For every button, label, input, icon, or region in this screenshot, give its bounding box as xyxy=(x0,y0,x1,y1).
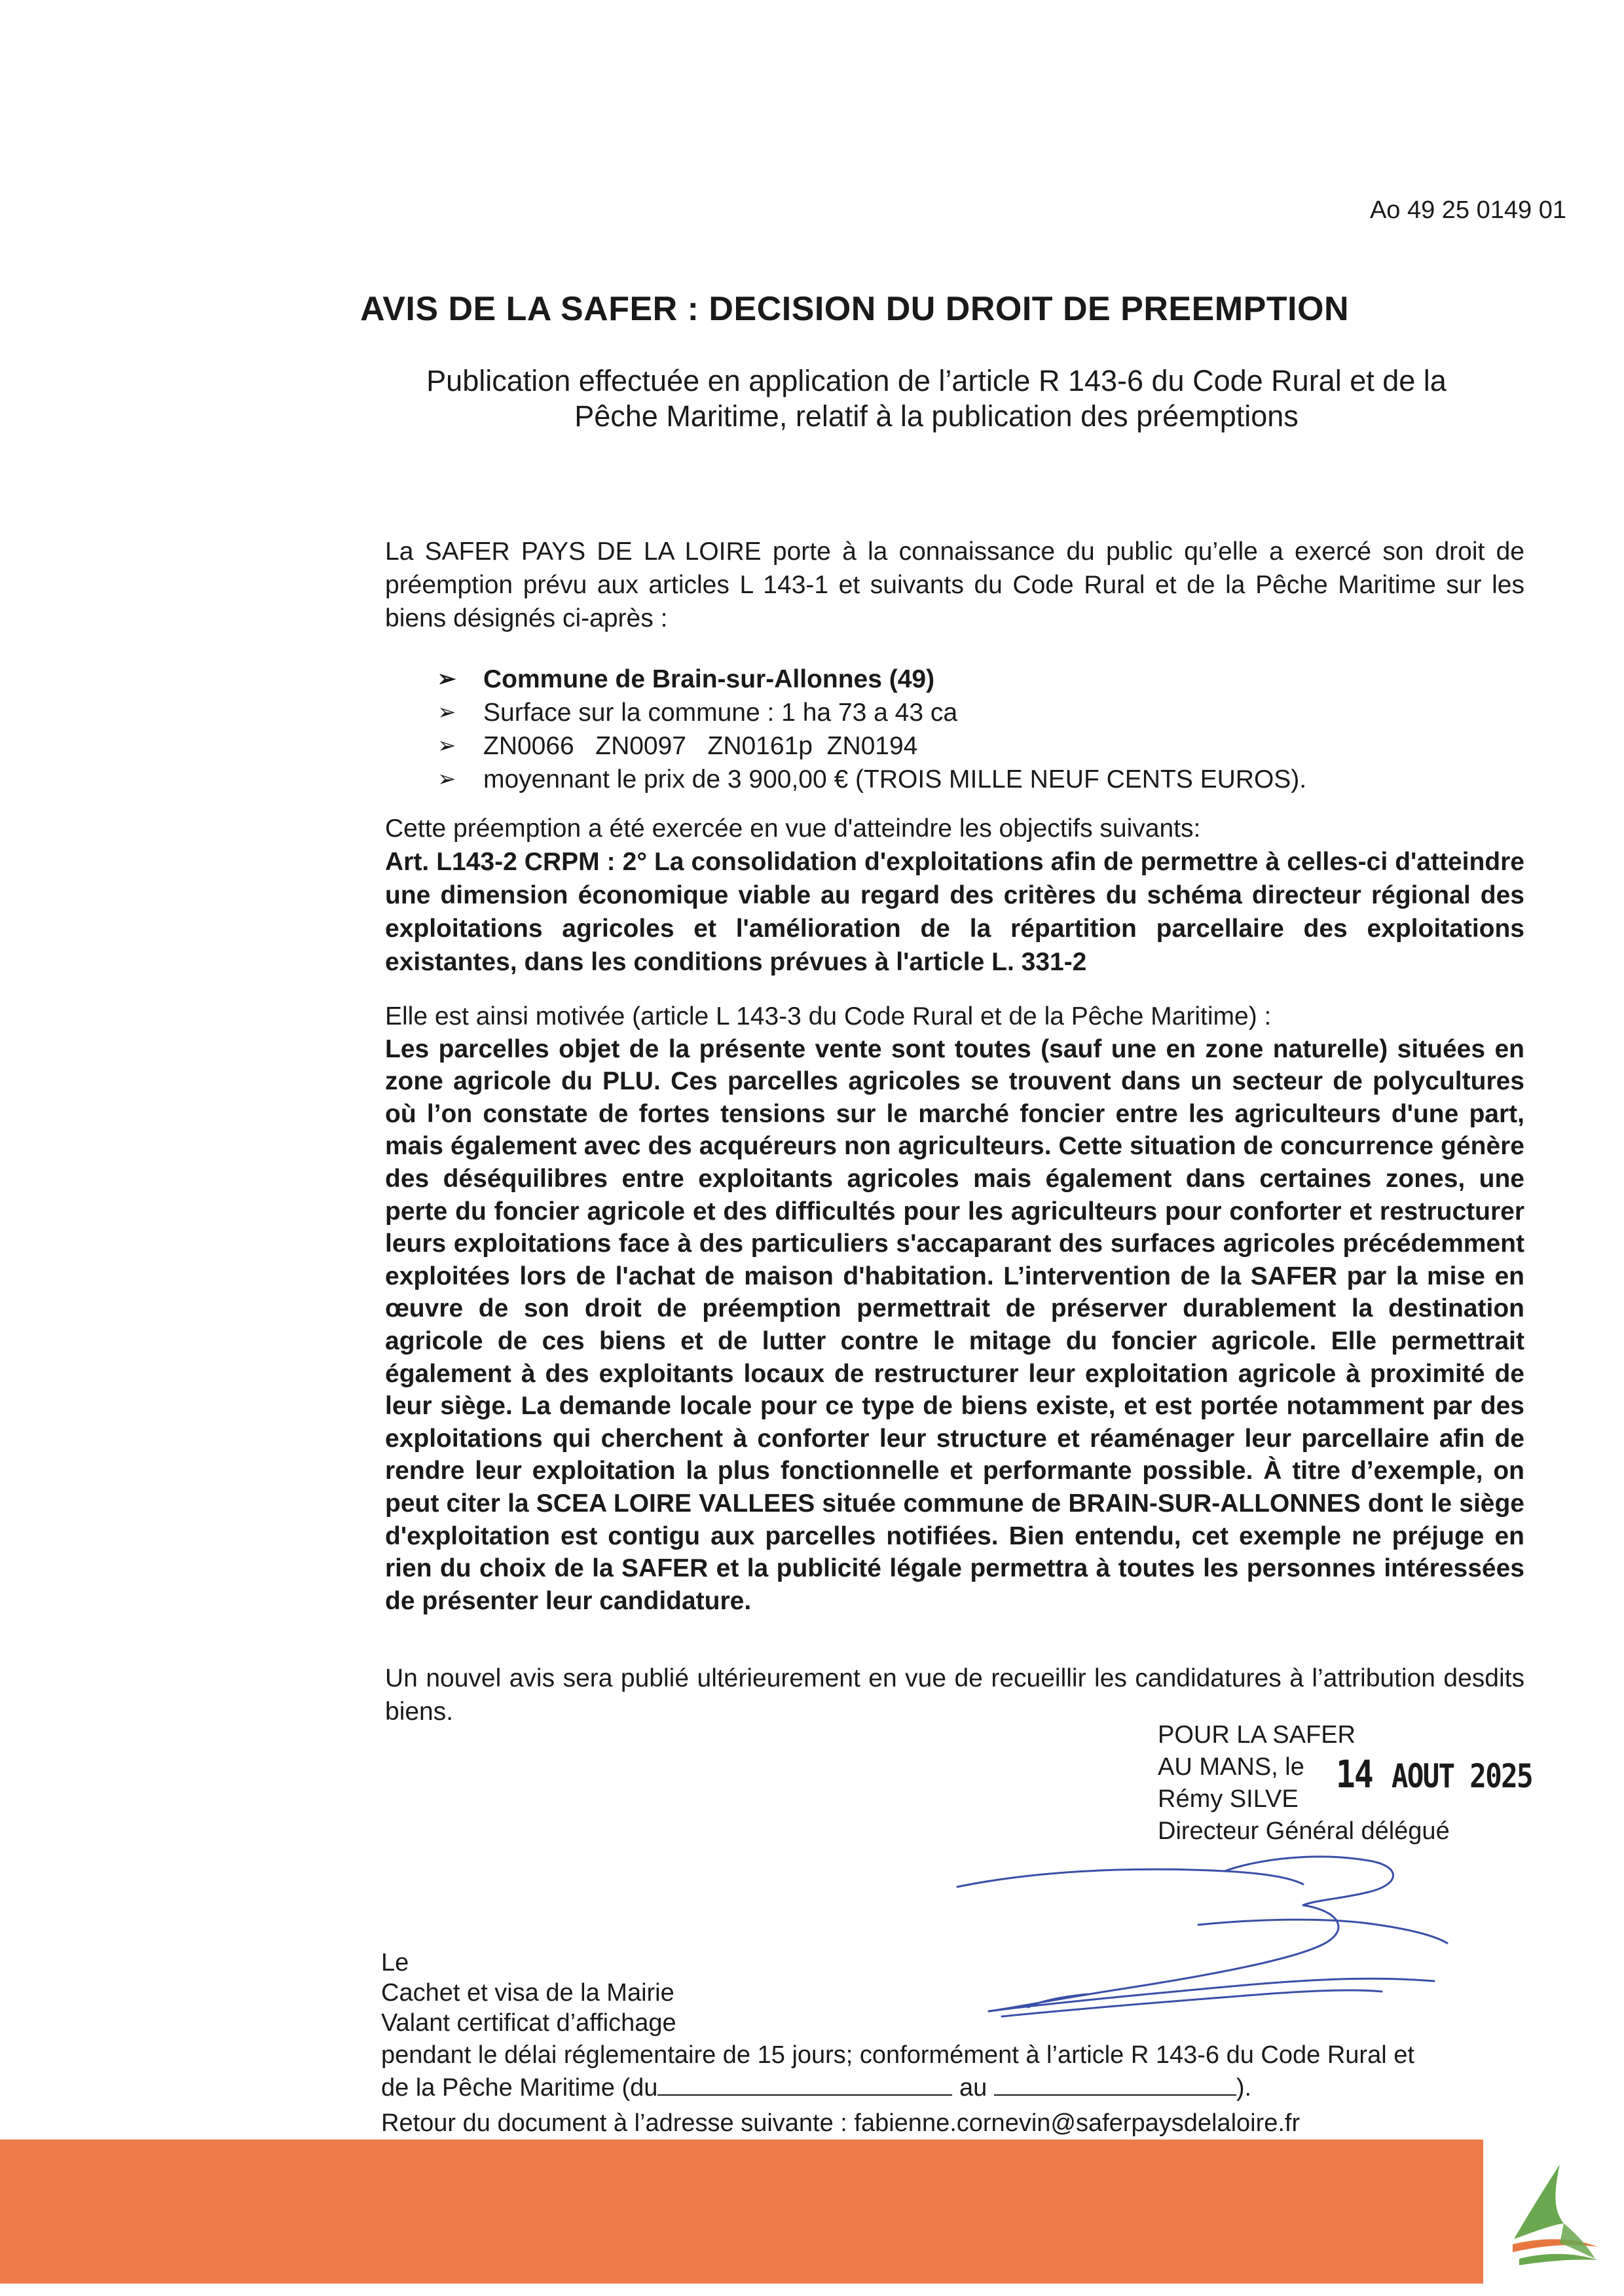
safer-logo xyxy=(1500,2160,1604,2275)
list-item xyxy=(437,729,1306,763)
certificate-end: ). xyxy=(1236,2074,1252,2102)
date-stamp xyxy=(1336,1752,1532,1796)
mairie-block xyxy=(381,1948,676,2038)
parcels: ZN0066 ZN0097 ZN0161p ZN0194 xyxy=(483,732,918,760)
safer-logo-icon xyxy=(1500,2160,1604,2272)
closing-paragraph: Un nouvel avis sera publié ultérieurement en vue de recueillir les candidatures à l’attribution desdits biens. xyxy=(385,1664,1524,1726)
mairie-line-1: Le xyxy=(381,1949,409,1977)
price: moyennant le prix de 3 900,00 € (TROIS MILLE NEUF CENTS EUROS). xyxy=(483,765,1307,793)
motivation-section xyxy=(385,1000,1524,1617)
subtitle-line-2: Pêche Maritime, relatif à la publication des préemptions xyxy=(574,399,1299,433)
certificate-line-2 xyxy=(381,2071,1547,2104)
signature-icon xyxy=(950,1846,1486,2030)
commune-name: Commune de Brain-sur-Allonnes (49) xyxy=(483,665,935,693)
signature-line-1: POUR LA SAFER xyxy=(1158,1721,1356,1749)
certificate-text xyxy=(381,2039,1547,2104)
return-address: Retour du document à l’adresse suivante : fabienne.cornevin@saferpaysdelaloire.fr xyxy=(381,2109,1301,2137)
signature-line-4: Directeur Général délégué xyxy=(1158,1817,1450,1845)
list-item xyxy=(437,696,1306,729)
arrow-bullet-icon: ➢ xyxy=(437,700,456,725)
mairie-line-3: Valant certificat d’affichage xyxy=(381,2009,676,2037)
certificate-to-label: au xyxy=(959,2074,987,2102)
date-from-field[interactable] xyxy=(657,2071,952,2096)
objectives-intro: Cette préemption a été exercée en vue d'atteindre les objectifs suivants: xyxy=(385,814,1201,843)
intro-paragraph: La SAFER PAYS DE LA LOIRE porte à la connaissance du public qu’elle a exercé son droit de préemption prévu aux articles L 143-1 et suivants du Code Rural et de la Pêche Maritime sur les biens désignés ci-après : xyxy=(385,538,1524,632)
certificate-line-1: pendant le délai réglementaire de 15 jours; conformément à l’article R 143-6 du Code Rural et xyxy=(381,2041,1414,2069)
handwritten-signature xyxy=(950,1846,1486,2033)
motivation-intro: Elle est ainsi motivée (article L 143-3 du Code Rural et de la Pêche Maritime) : xyxy=(385,1002,1272,1030)
stamp-day: 14 xyxy=(1336,1752,1373,1796)
list-item xyxy=(437,763,1306,796)
arrow-bullet-icon: ➢ xyxy=(437,767,456,792)
arrow-bullet-icon: ➢ xyxy=(437,733,456,758)
surface: Surface sur la commune : 1 ha 73 a 43 ca xyxy=(483,699,958,727)
signature-line-3: Rémy SILVE xyxy=(1158,1785,1299,1813)
certificate-from-label: de la Pêche Maritime (du xyxy=(381,2074,658,2102)
list-item xyxy=(437,663,1306,696)
reference-number: Ao 49 25 0149 01 xyxy=(1369,196,1566,224)
footer-band xyxy=(0,2140,1483,2284)
subtitle xyxy=(367,363,1506,434)
mairie-line-2: Cachet et visa de la Mairie xyxy=(381,1979,674,2007)
arrow-bullet-icon: ➢ xyxy=(437,666,456,691)
subtitle-line-1: Publication effectuée en application de l’article R 143-6 du Code Rural et de la xyxy=(426,364,1447,397)
signature-line-2: AU MANS, le xyxy=(1158,1753,1304,1781)
objectives-section xyxy=(385,812,1524,979)
page-title: AVIS DE LA SAFER : DECISION DU DROIT DE PREEMPTION xyxy=(360,290,1349,328)
date-to-field[interactable] xyxy=(994,2071,1236,2096)
objectives-text: Art. L143-2 CRPM : 2° La consolidation d'exploitations afin de permettre à celles-ci d'atteindre une dimension économique viable au regard des critères du schéma directeur régional des exploitations agricoles et l'amélioration de la répartition parcellaire des exploitations existantes, dans les conditions prévues à l'article L. 331-2 xyxy=(385,848,1524,976)
stamp-month-year: AOUT 2025 xyxy=(1391,1757,1532,1795)
property-list xyxy=(437,663,1306,796)
motivation-text: Les parcelles objet de la présente vente sont toutes (sauf une en zone naturelle) situées en zone agricole du PLU. Ces parcelles agricoles se trouvent dans un secteur de polycultures où l’on constate de fortes tensions sur le marché foncier entre les agriculteurs d'une part, mais également avec des acquéreurs non agriculteurs. Cette situation de concurrence génère des déséquilibres entre exploitants agricoles mais également dans certaines zones, une perte du foncier agricole et des difficultés pour les agriculteurs pour conforter et restructurer leurs exploitations face à des particuliers s'accaparant des surfaces agricoles précédemment exploitées lors de l'achat de maison d'habitation. L’intervention de la SAFER par la mise en œuvre de son droit de préemption permettrait de préserver durablement la destination agricole de ces biens et de lutter contre le mitage du foncier agricole. Elle permettrait également à des exploitants locaux de restructurer leur exploitation agricole à proximité de leur siège. La demande locale pour ce type de biens existe, et est portée notamment par des exploitations qui cherchent à conforter leur structure et réaménager leur parcellaire afin de rendre leur exploitation la plus fonctionnelle et performante possible. À titre d’exemple, on peut citer la SCEA LOIRE VALLEES située commune de BRAIN-SUR-ALLONNES dont le siège d'exploitation est contigu aux parcelles notifiées. Bien entendu, cet exemple ne préjuge en rien du choix de la SAFER et la publicité légale permettra à toutes les personnes intéressées de présenter leur candidature. xyxy=(385,1034,1524,1615)
